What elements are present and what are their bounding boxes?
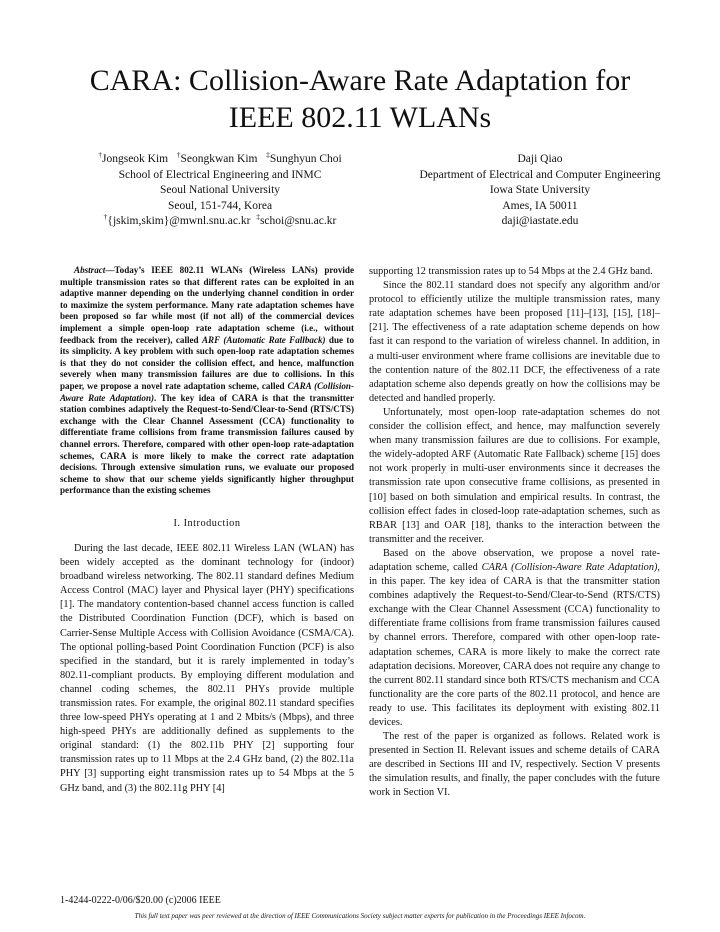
- address: Seoul, 151-744, Korea: [167, 199, 273, 212]
- abstract-label: Abstract: [74, 265, 106, 275]
- emails: [40, 214, 400, 230]
- intro-paragraph-5: The rest of the paper is organized as follows. Related work is presented in Section II. Relevant issues and scheme details of CARA are described in Sections III and IV, respectively. Section V presents the simulation results, and finally, the paper concludes with the future work in Section VI.: [369, 731, 660, 799]
- abstract-text: . The key idea of CARA is that the transmitter station combines adaptively the Request-to-Send/Clear-to-Send (RTS/CTS) exchange with the Clear Channel Assessment (CCA) functionality to differentiate frame collisions from frame transmission failures caused by channel errors. Therefore, compared with other open-loop rate-adaptation schemes, CARA is more likely to make the correct rate adaptation decisions. Through extensive simulation runs, we evaluate our proposed scheme to show that our scheme yields significantly higher throughput performance than the existing schemes: [60, 392, 354, 496]
- abstract-arf-term: ARF (Automatic Rate Fallback): [201, 334, 326, 345]
- email: schoi@snu.ac.kr: [259, 215, 337, 227]
- right-column: [369, 265, 660, 801]
- section-heading-introduction: I. Introduction: [173, 517, 241, 529]
- abstract-text: due to its simplicity. A key problem with such open-loop rate adaptation schemes is that they do not consider the collision effect, and hence, malfunction severely when many transmission failures are due to collisions. In this paper, we propose a novel rate adaptation scheme, called: [60, 334, 354, 391]
- author-name: Sunghyun Choi: [269, 153, 342, 165]
- abstract-text: Today’s IEEE 802.11 WLANs (Wireless LANs) provide multiple transmission rates so that different rates can be exploited in an adaptive manner depending on the underlying channel condition in order to maximize the system performance. Many rate adaptation schemes have been proposed so far while most (if not all) of the commercial devices implement a simple open-loop rate adaptation scheme (i.e., without feedback from the receiver), called: [60, 265, 354, 345]
- intro-paragraph-4: [369, 547, 660, 730]
- affiliation: Department of Electrical and Computer Engineering: [419, 168, 661, 181]
- title-line-2: IEEE 802.11 WLANs: [228, 101, 492, 134]
- paragraph-text: Based on the above observation, we propose a novel rate-adaptation scheme, called: [369, 547, 660, 573]
- abstract: [60, 265, 354, 497]
- dagger-mark: †: [103, 212, 108, 222]
- university: Seoul National University: [159, 184, 281, 196]
- title-line-1: CARA: Collision-Aware Rate Adaptation for: [89, 64, 631, 97]
- affiliation: School of Electrical Engineering and INMC: [118, 168, 322, 181]
- paragraph-text: , in this paper. The key idea of CARA is that the transmitter station combines adaptively the Request-to-Send/Clear-to-Send (RTS/CTS) exchange with the Clear Channel Assessment (CCA) functionality to differentiate frame collisions from frame transmission failures caused by channel errors. Therefore, compared with other open-loop rate-adaptation schemes, CARA is more likely to make the correct rate adaptation decisions. Moreover, CARA does not require any change to the current 802.11 standard since both RTS/CTS mechanism and CCA functionality are the core parts of the 802.11 protocol, and hence are ready to use. This facilitates its deployment with existing 802.11 devices.: [369, 561, 660, 728]
- author-name: Seongkwan Kim: [180, 153, 258, 165]
- intro-paragraph-1: During the last decade, IEEE 802.11 Wireless LAN (WLAN) has been widely accepted as the dominant technology for (indoor) broadband wireless networking. The 802.11 standard defines Medium Access Control (MAC) layer and Physical layer (PHY) specifications [1]. The mandatory contention-based channel access function is called the Distributed Coordination Function (DCF), which is based on Carrier-Sense Multiple Access with Collision Avoidance (CSMA/CA). The optional polling-based Point Coordination Function (PCF) is also specified in the standard, but it is rarely implemented in today’s 802.11-compliant products. By employing different modulation and channel coding schemes, the 802.11 PHYs provide multiple transmission rates. For example, the original 802.11 standard specifies three low-speed PHYs operating at 1 and 2 Mbits/s (Mbps), and three high-speed PHYs are additionally defined as supplements to the original standard: (1) the 802.11b PHY [2] supporting four transmission rates up to 11 Mbps at the 2.4 GHz band, (2) the 802.11a PHY [3] supporting eight transmission rates up to 54 Mbps at the 5 GHz band, and (3) the 802.11g PHY [4]: [60, 542, 354, 794]
- author-block-iastate: [360, 152, 720, 230]
- university: Iowa State University: [489, 184, 591, 196]
- footer-isbn: 1-4244-0222-0/06/$20.00 (c)2006 IEEE: [60, 895, 221, 906]
- abstract-dash: —: [105, 265, 115, 275]
- double-dagger-mark: ‡: [256, 212, 260, 222]
- double-dagger-mark: ‡: [266, 150, 270, 160]
- intro-paragraph-1-continued: supporting 12 transmission rates up to 54 Mbps at the 2.4 GHz band.: [369, 266, 653, 277]
- footer-review-note: This full text paper was peer reviewed at the direction of IEEE Communications Society subject matter experts for publication in the Proceedings IEEE Infocom.: [134, 912, 586, 920]
- author-name: Daji Qiao: [517, 153, 563, 165]
- address: Ames, IA 50011: [502, 199, 578, 212]
- intro-paragraph-2: Since the 802.11 standard does not specify any algorithm and/or protocol to efficiently utilize the multiple transmission rates, many rate adaptation schemes have been proposed [11]–[13], [15], [18]–[21]. The effectiveness of a rate adaptation scheme depends on how fast it can respond to the variation of wireless channel. In addition, in a multi-user environment where frame collisions are inevitable due to the contention nature of the 802.11 DCF, the effectiveness of a rate adaptation scheme also depends greatly on how the collisions may be detected and handled properly.: [369, 280, 660, 404]
- abstract-cara-term: CARA (Collision-Aware Rate Adaptation): [60, 380, 355, 403]
- author-block-snu: [40, 152, 400, 230]
- dagger-mark: †: [98, 150, 102, 160]
- author-names: [40, 152, 400, 168]
- cara-term: CARA (Collision-Aware Rate Adaptation): [481, 561, 658, 573]
- email: daji@iastate.edu: [501, 215, 579, 227]
- intro-paragraph-3: Unfortunately, most open-loop rate-adaptation schemes do not consider the collision effect, and hence, may malfunction severely when many transmission failures are due to collisions. For example, the widely-adopted ARF (Automatic Rate Fallback) scheme [15] does not work properly in multi-user environments since it decreases the transmission rate upon consecutive frame collisions, as presented in [10] based on both simulation and empirical results. In contrast, the collision effect fades in closed-loop rate-adaptation schemes, such as RBAR [13] and OAR [18], thanks to the interaction between the transmitter and the receiver.: [369, 406, 660, 545]
- dagger-mark: †: [176, 150, 181, 160]
- left-column: [60, 265, 354, 796]
- paper-title: [40, 62, 680, 136]
- author-name: Jongseok Kim: [102, 153, 169, 165]
- email: {jskim,skim}@mwnl.snu.ac.kr: [107, 215, 251, 227]
